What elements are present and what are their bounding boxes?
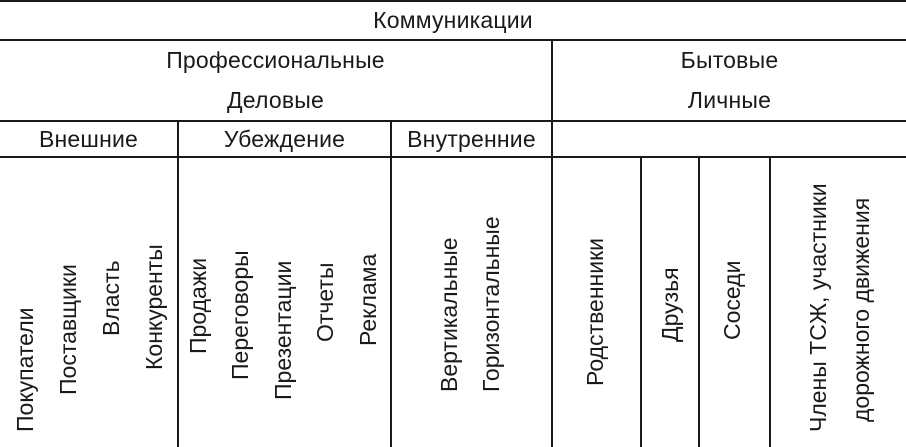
item-negotiations: Переговоры [227, 250, 253, 380]
group-label-external: Внешние [38, 125, 139, 152]
left-category-line1: Профессиональные [166, 46, 385, 73]
item-authorities: Власть [98, 260, 124, 336]
item-hoa-line2: дорожного движения [848, 197, 874, 422]
left-category-line2: Деловые [226, 87, 325, 113]
item-reports: Отчеты [312, 262, 338, 342]
item-hoa-line1: Члены ТСЖ, участники [805, 183, 831, 432]
title: Коммуникации [373, 7, 533, 33]
divider-group-1 [177, 120, 179, 447]
item-relatives: Родственники [582, 238, 608, 386]
item-advertising: Реклама [355, 253, 381, 346]
item-buyers: Покупатели [12, 307, 38, 432]
divider-right-1 [640, 156, 642, 447]
right-category-line1: Бытовые [680, 46, 779, 73]
item-horizontal: Горизонтальные [478, 216, 504, 392]
item-friends: Друзья [657, 267, 683, 342]
divider-group-2 [390, 120, 392, 447]
item-presentations: Презентации [270, 260, 296, 400]
item-competitors: Конкуренты [141, 244, 167, 370]
group-label-persuasion: Убеждение [223, 125, 346, 152]
divider-right-2 [698, 156, 700, 447]
divider-right-3 [769, 156, 771, 447]
item-sales: Продажи [185, 257, 211, 354]
group-label-internal: Внутренние [407, 125, 536, 152]
item-neighbors: Соседи [719, 260, 745, 340]
item-suppliers: Поставщики [55, 264, 81, 395]
right-category-line2: Личные [687, 87, 772, 113]
item-vertical: Вертикальные [436, 237, 462, 392]
